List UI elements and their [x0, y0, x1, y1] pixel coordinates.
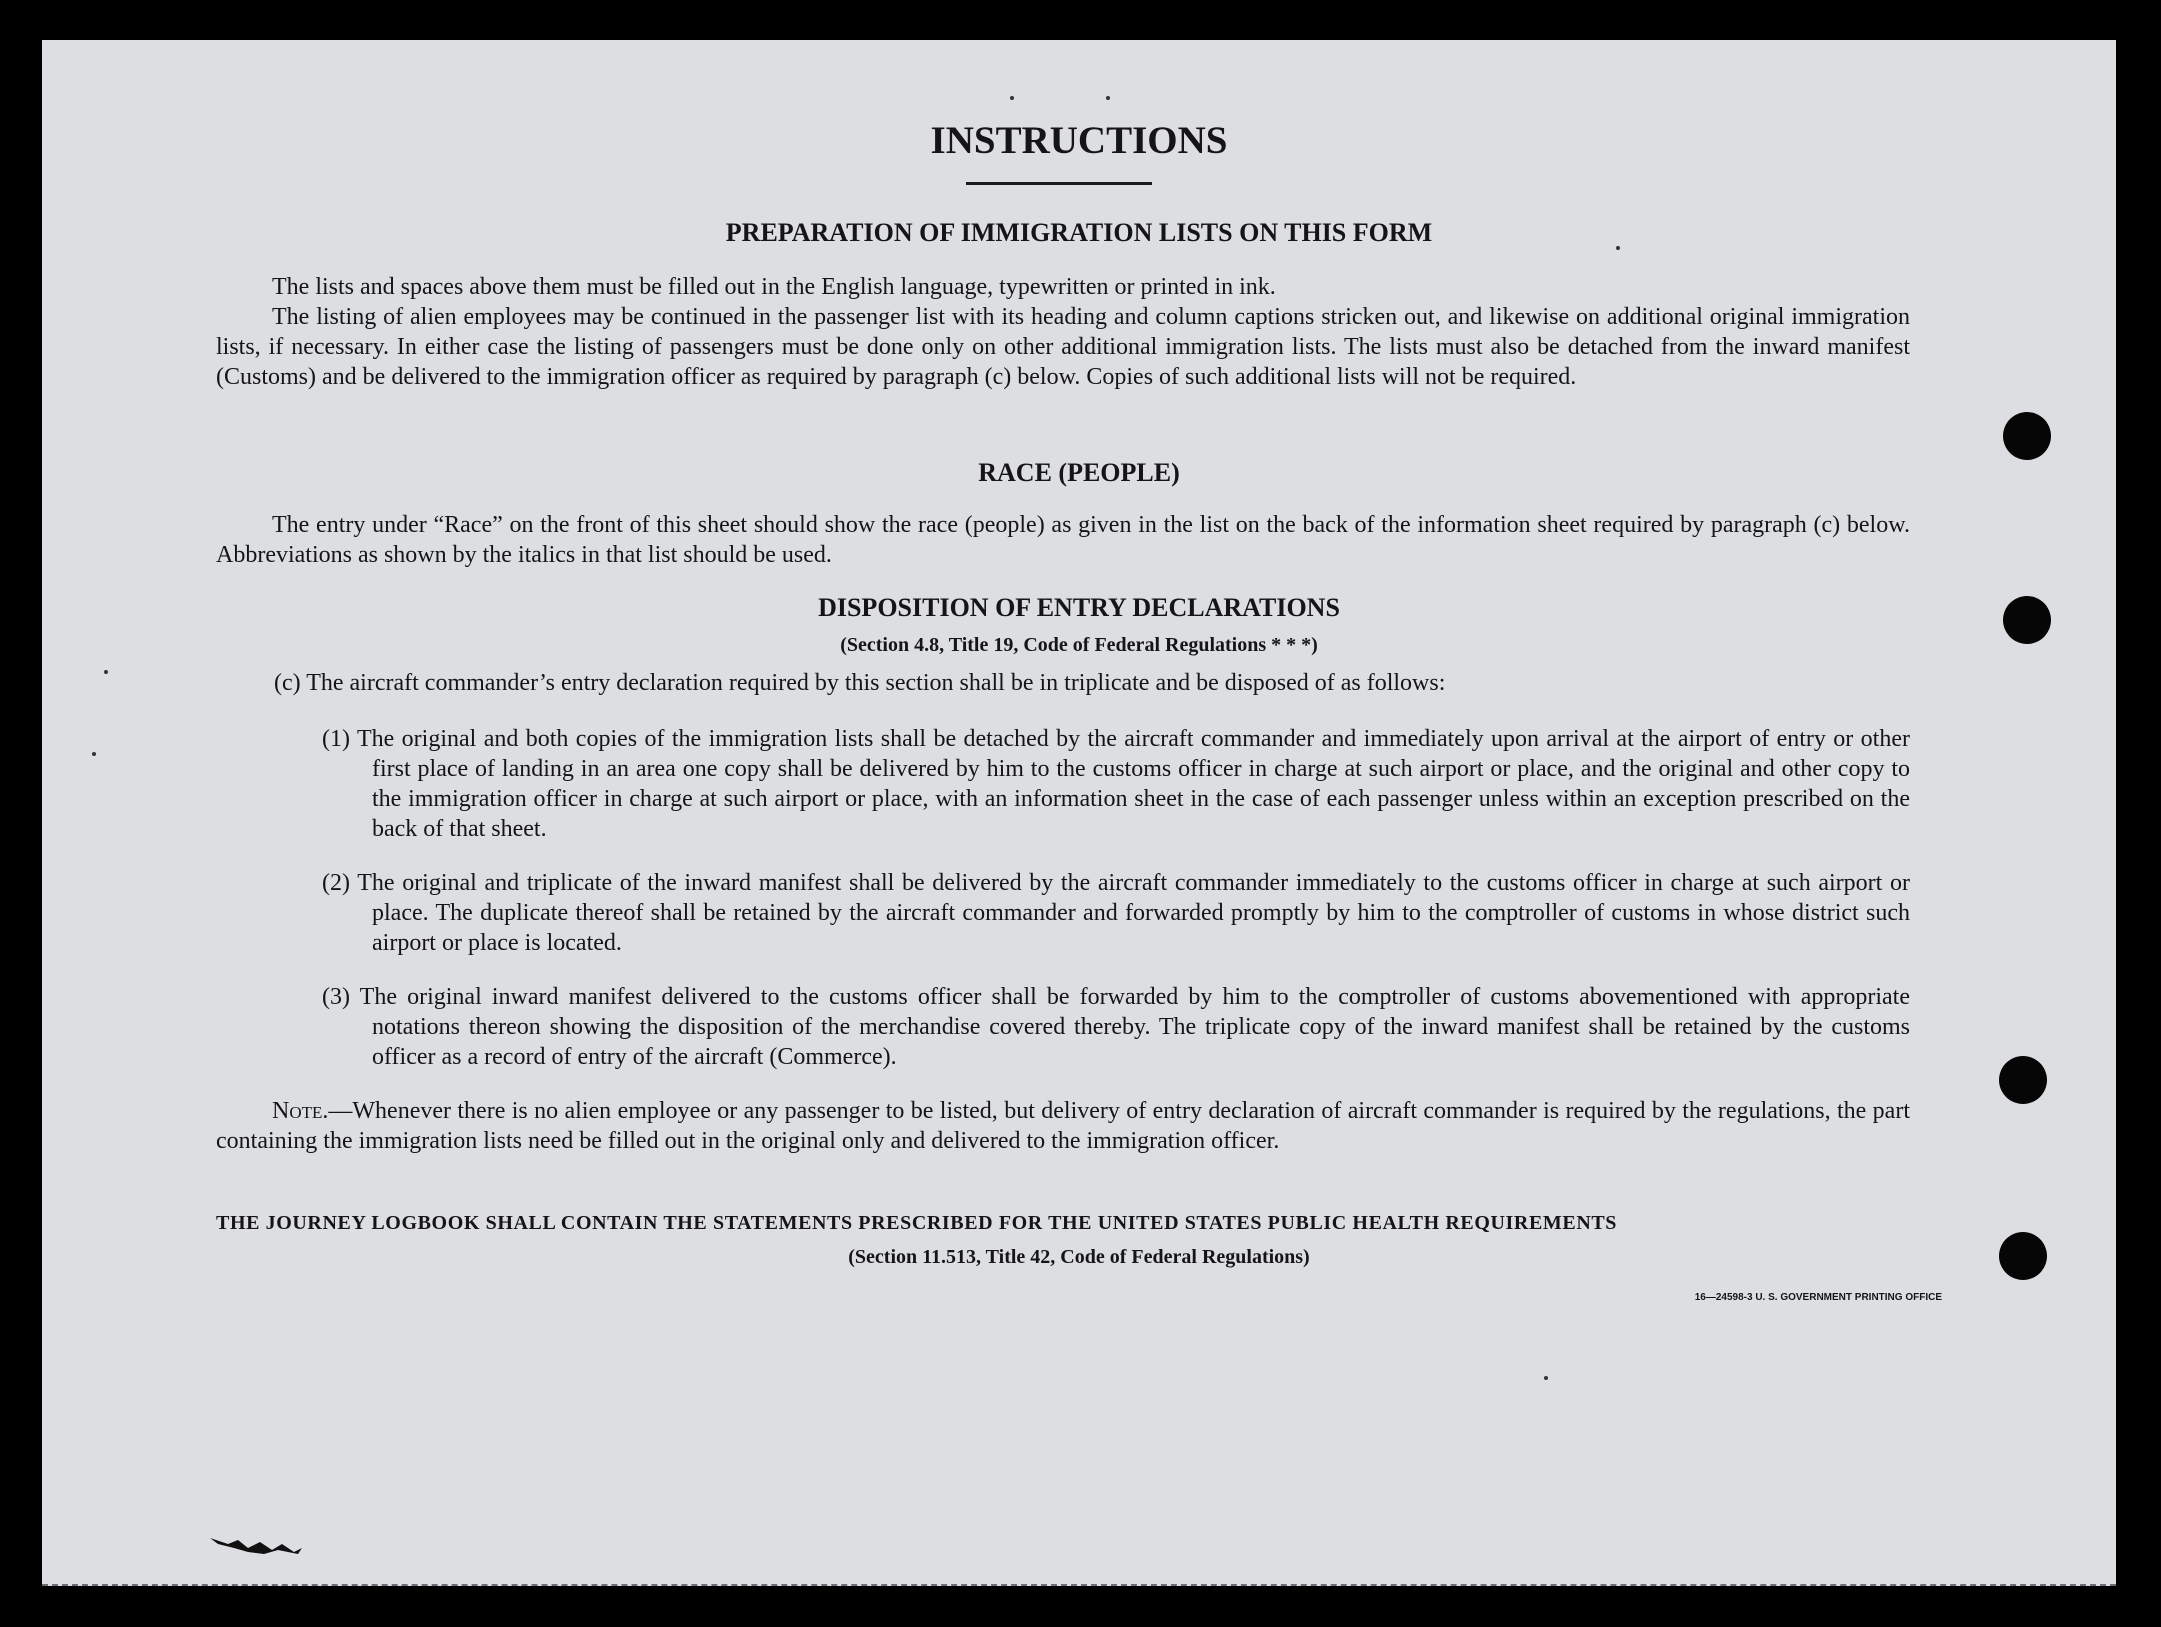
note-text: —Whenever there is no alien employee or any passenger to be listed, but delivery of entry declaration of aircraft commander is required by the regulations, the part containing the immigration lists need be filled out in the original only and delivered to the immigration officer.: [216, 1098, 1910, 1154]
scan-speck: [1010, 96, 1014, 100]
punch-hole: [2003, 412, 2051, 460]
note-block: [216, 1096, 1910, 1156]
ink-smudge: [208, 1534, 304, 1556]
scan-speck: [1616, 246, 1620, 250]
disposition-citation: (Section 4.8, Title 19, Code of Federal Regulations * * *): [840, 634, 1318, 656]
item-number: (2): [322, 870, 350, 896]
item-number: (3): [322, 984, 350, 1010]
document-sheet: [42, 40, 2116, 1586]
page-title: INSTRUCTIONS: [930, 119, 1228, 162]
section-heading-disposition: DISPOSITION OF ENTRY DECLARATIONS: [818, 593, 1340, 622]
scan-speck: [104, 670, 108, 674]
section-body-race: [216, 510, 1910, 570]
item-text: The original inward manifest delivered to the customs officer shall be forwarded by him to the comptroller of customs abovementioned with appropriate notations thereon showing the disposition of the merchandise covered thereby. The triplicate copy of the inward manifest shall be retained by the customs officer as a record of entry of the aircraft (Commerce).: [359, 984, 1910, 1070]
punch-hole: [1999, 1056, 2047, 1104]
list-item: [322, 982, 1910, 1072]
list-item: [322, 724, 1910, 844]
health-requirements-line: THE JOURNEY LOGBOOK SHALL CONTAIN THE STATEMENTS PRESCRIBED FOR THE UNITED STATES PUBLIC HEALTH REQUIREMENTS: [216, 1212, 1618, 1234]
health-citation: (Section 11.513, Title 42, Code of Federal Regulations): [848, 1246, 1310, 1268]
note-label: Note.: [272, 1098, 329, 1124]
section-heading-preparation: PREPARATION OF IMMIGRATION LISTS ON THIS FORM: [725, 218, 1433, 247]
punch-hole: [2003, 596, 2051, 644]
punch-hole: [1999, 1232, 2047, 1280]
scan-speck: [92, 752, 96, 756]
title-underline: [966, 182, 1152, 185]
clause-c: (c) The aircraft commander’s entry declaration required by this section shall be in triplicate and be disposed of as follows:: [274, 670, 1446, 696]
scan-speck: [1106, 96, 1110, 100]
item-text: The original and both copies of the immigration lists shall be detached by the aircraft commander and immediately upon arrival at the airport of entry or other first place of landing in an area one copy shall be delivered by him to the customs officer in charge at such airport or place, and the original and other copy to the immigration officer in charge at such airport or place, with an information sheet in the case of each passenger unless within an exception prescribed on the back of that sheet.: [356, 726, 1910, 842]
scan-speck: [1544, 1376, 1548, 1380]
item-text: The original and triplicate of the inward manifest shall be delivered by the aircraft commander immediately to the customs officer in charge at such airport or place. The duplicate thereof shall be retained by the aircraft commander and forwarded promptly by him to the comptroller of customs in whose district such airport or place is located.: [357, 870, 1910, 956]
list-item: [322, 868, 1910, 958]
printer-imprint: 16—24598-3 U. S. GOVERNMENT PRINTING OFFICE: [1694, 1292, 1942, 1303]
section-heading-race: RACE (PEOPLE): [978, 458, 1180, 487]
paragraph-alien-employees: The listing of alien employees may be continued in the passenger list with its heading and column captions stricken out, and likewise on additional original immigration lists, if necessary. In either case the listing of passengers must be done only on other additional immigration lists. The lists must also be detached from the inward manifest (Customs) and be delivered to the immigration officer as required by paragraph (c) below. Copies of such additional lists will not be required.: [216, 304, 1910, 390]
section-body-preparation: [216, 272, 1910, 392]
paragraph-lists-language: The lists and spaces above them must be filled out in the English language, typewritten or printed in ink.: [272, 274, 1276, 300]
item-number: (1): [322, 726, 350, 752]
paragraph-race-entry: The entry under “Race” on the front of this sheet should show the race (people) as given in the list on the back of the information sheet required by paragraph (c) below. Abbreviations as shown by the italics in that list should be used.: [216, 512, 1910, 568]
